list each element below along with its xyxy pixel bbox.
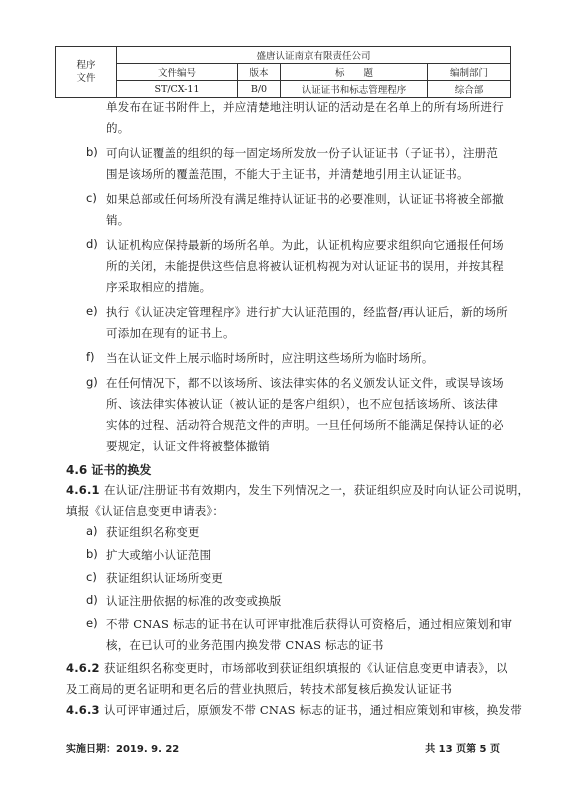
list-item-line: 如果总部或任何场所没有满足维持认证证书的必要准则，认证证书将被全部撤 xyxy=(106,192,504,206)
header-table xyxy=(55,46,511,98)
paragraph-line xyxy=(66,660,508,676)
list-marker: a) xyxy=(86,524,98,538)
paragraph-text: 认可评审通过后，原颁发不带 CNAS 标志的证书，通过相应策划和审核，换发带 xyxy=(103,703,522,717)
list-item-line: 核，在已认可的业务范围内换发带 CNAS 标志的证书 xyxy=(106,638,384,652)
list-item-line: 围是该场所的覆盖范围，不能大于主证书，并清楚地引用主认证证书。 xyxy=(106,167,469,181)
clause-number: 4.6.2 xyxy=(66,661,104,675)
list-item-line: 获证组织认证场所变更 xyxy=(106,571,223,585)
header-col-title: 标 题 xyxy=(281,64,428,81)
paragraph-line xyxy=(66,681,452,697)
list-marker: d) xyxy=(86,237,98,251)
list-marker: c) xyxy=(86,570,97,584)
list-marker: f) xyxy=(86,350,95,364)
list-item-line: 所、该法律实体被认证（被认证的是客户组织），也不应包括该场所、该法律 xyxy=(106,397,499,411)
list-item-line: 要规定，认证文件将被整体撤销 xyxy=(106,439,270,453)
list-item-line: 获证组织名称变更 xyxy=(106,525,200,539)
list-marker: e) xyxy=(86,616,98,630)
paragraph-text: 填报《认证信息变更申请表》： xyxy=(66,504,225,518)
list-item-line: 认证机构应保持最新的场所名单。为此，认证机构应要求组织向它通报任何场 xyxy=(106,238,504,252)
header-title: 认证证书和标志管理程序 xyxy=(281,81,428,98)
paragraph-line xyxy=(66,702,522,718)
header-col-dept: 编制部门 xyxy=(428,64,511,81)
list-item-line: 当在认证文件上展示临时场所时，应注明这些场所为临时场所。 xyxy=(106,351,434,365)
clause-number: 4.6.1 xyxy=(66,483,104,497)
list-item-line: 在任何情况下，都不以该场所、该法律实体的名义颁发认证文件，或误导该场 xyxy=(106,376,504,390)
clause-number: 4.6.3 xyxy=(66,703,104,717)
list-marker: g) xyxy=(86,375,98,389)
list-item-line: 扩大或缩小认证范围 xyxy=(106,548,212,562)
header-company: 盛唐认证南京有限责任公司 xyxy=(117,47,511,64)
header-col-version: 版本 xyxy=(238,64,281,81)
list-item-line: 可向认证覆盖的组织的每一固定场所发放一份子认证证书（子证书），注册范 xyxy=(106,146,499,160)
paragraph-line xyxy=(66,482,529,498)
header-side-label-line: 程序 xyxy=(76,60,96,71)
list-marker: b) xyxy=(86,145,98,159)
paragraph-text: 获证组织名称变更时，市场部收到获证组织填报的《认证信息变更申请表》，以 xyxy=(103,661,508,675)
list-marker: e) xyxy=(86,304,98,318)
list-item-line: 的。 xyxy=(106,121,130,135)
paragraph-text: 及工商局的更名证明和更名后的营业执照后，转技术部复核后换发认证证书 xyxy=(66,682,453,696)
list-item-line: 销。 xyxy=(106,213,130,227)
paragraph-text: 在认证/注册证书有效期内，发生下列情况之一，获证组织应及时向认证公司说明， xyxy=(103,483,530,497)
list-marker: b) xyxy=(86,547,98,561)
list-item-line: 不带 CNAS 标志的证书在认可评审批准后获得认可资格后，通过相应策划和审 xyxy=(106,617,513,631)
header-side-label xyxy=(56,47,117,98)
list-marker: c) xyxy=(86,191,97,205)
footer-page: 共 13 页第 5 页 xyxy=(425,744,500,755)
header-col-file-no: 文件编号 xyxy=(117,64,238,81)
header-side-label-line: 文件 xyxy=(76,73,96,84)
list-marker: d) xyxy=(86,593,98,607)
header-file-no: ST/CX-11 xyxy=(117,81,238,98)
list-item-line: 执行《认证决定管理程序》进行扩大认证范围的，经监督/再认证后，新的场所 xyxy=(106,305,508,319)
paragraph-line xyxy=(66,503,224,519)
list-item-line: 实体的过程、活动符合规范文件的声明。一旦任何场所不能满足保持认证的必 xyxy=(106,418,504,432)
list-item-line: 认证注册依据的标准的改变或换版 xyxy=(106,594,282,608)
header-version: B/0 xyxy=(238,81,281,98)
list-item-line: 序采取相应的措施。 xyxy=(106,280,212,294)
list-item-line: 单发布在证书附件上，并应清楚地注明认证的活动是在名单上的所有场所进行 xyxy=(106,100,504,114)
footer-date: 实施日期：2019. 9. 22 xyxy=(66,744,180,755)
header-dept: 综合部 xyxy=(428,81,511,98)
list-item-line: 所的关闭，未能提供这些信息将被认证机构视为对认证证书的误用，并按其程 xyxy=(106,259,504,273)
list-item-line: 可添加在现有的证书上。 xyxy=(106,326,235,340)
section-heading: 4.6 证书的换发 xyxy=(66,463,152,477)
